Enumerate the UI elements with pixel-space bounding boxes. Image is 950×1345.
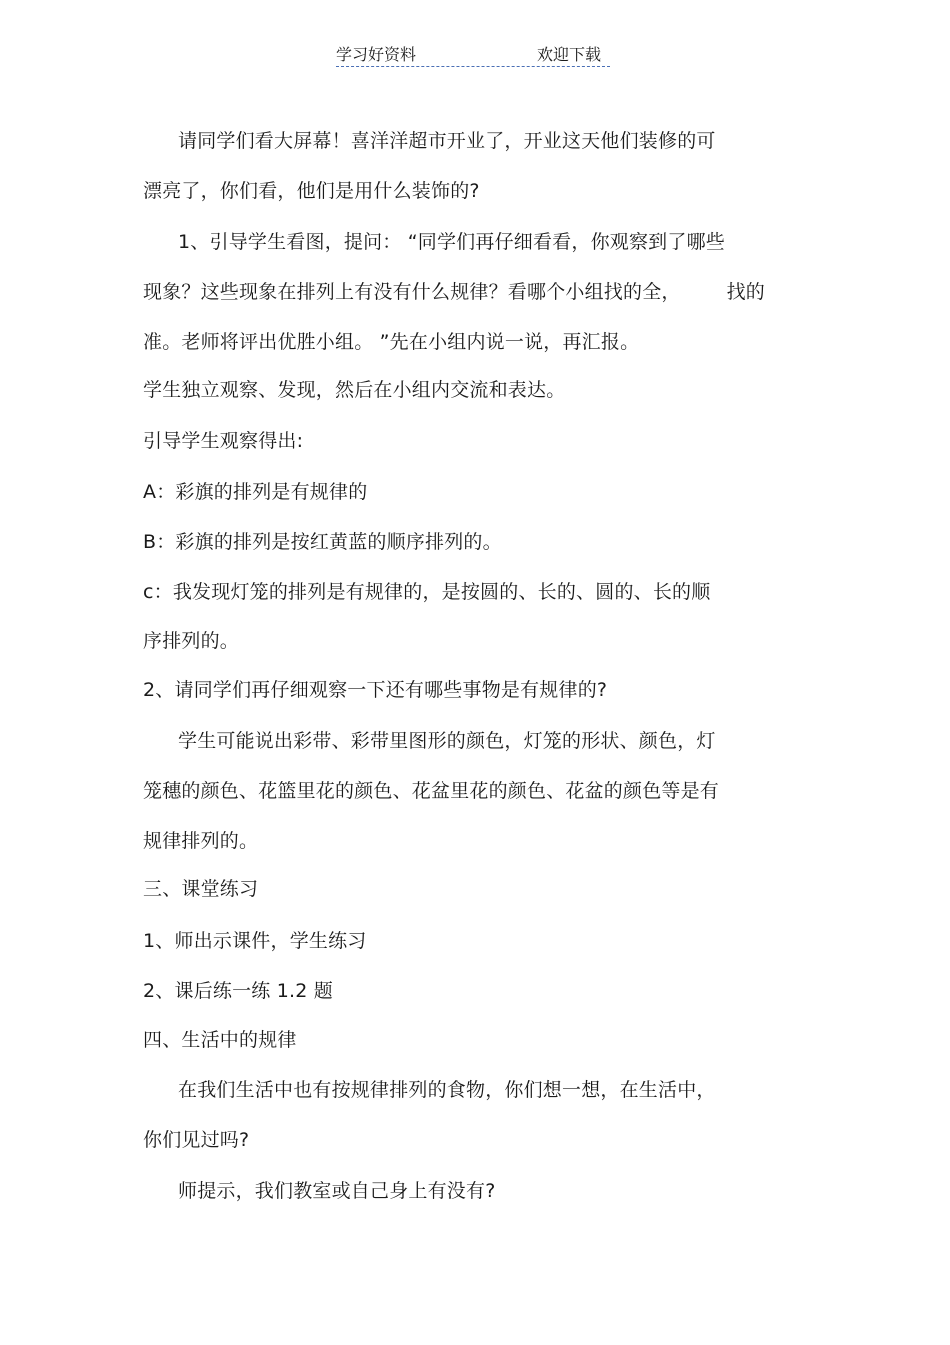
page-header <box>336 40 610 67</box>
paragraph-line: 引导学生观察得出: <box>143 430 304 452</box>
paragraph-line: 2、请同学们再仔细观察一下还有哪些事物是有规律的? <box>143 679 608 701</box>
paragraph-line: 1、引导学生看图，提问： “同学们再仔细看看，你观察到了哪些 <box>178 231 725 253</box>
paragraph-line: 学生独立观察、发现，然后在小组内交流和表达。 <box>143 379 566 401</box>
list-item: 2、课后练一练 1.2 题 <box>143 980 333 1002</box>
paragraph-line: 规律排列的。 <box>143 830 259 852</box>
paragraph-line: 师提示，我们教室或自己身上有没有? <box>178 1180 496 1202</box>
paragraph-line: 你们见过吗? <box>143 1129 250 1151</box>
list-item: c：我发现灯笼的排列是有规律的，是按圆的、长的、圆的、长的顺 <box>143 581 711 603</box>
header-left-text: 学习好资料 <box>336 45 417 64</box>
paragraph-line: 漂亮了，你们看，他们是用什么装饰的? <box>143 180 480 202</box>
list-item: A：彩旗的排列是有规律的 <box>143 481 368 503</box>
header-right-text: 欢迎下载 <box>537 45 602 64</box>
list-item: 1、师出示课件，学生练习 <box>143 930 367 952</box>
paragraph-line: 准。老师将评出优胜小组。 ”先在小组内说一说，再汇报。 <box>143 331 640 353</box>
section-heading: 四、生活中的规律 <box>143 1029 297 1051</box>
paragraph-line: 序排列的。 <box>143 630 240 652</box>
line-segment: 现象？这些现象在排列上有没有什么规律？看哪个小组找的全， <box>143 281 681 303</box>
paragraph-line: 在我们生活中也有按规律排列的食物，你们想一想，在生活中， <box>178 1079 716 1101</box>
list-item: B：彩旗的排列是按红黄蓝的顺序排列的。 <box>143 531 502 553</box>
paragraph-line <box>143 280 765 304</box>
paragraph-line: 请同学们看大屏幕！喜洋洋超市开业了，开业这天他们装修的可 <box>178 130 716 152</box>
line-segment: 找的 <box>726 281 766 303</box>
section-heading: 三、课堂练习 <box>143 878 259 900</box>
paragraph-line: 学生可能说出彩带、彩带里图形的颜色，灯笼的形状、颜色，灯 <box>178 730 716 752</box>
paragraph-line: 笼穗的颜色、花篮里花的颜色、花盆里花的颜色、花盆的颜色等是有 <box>143 780 720 802</box>
